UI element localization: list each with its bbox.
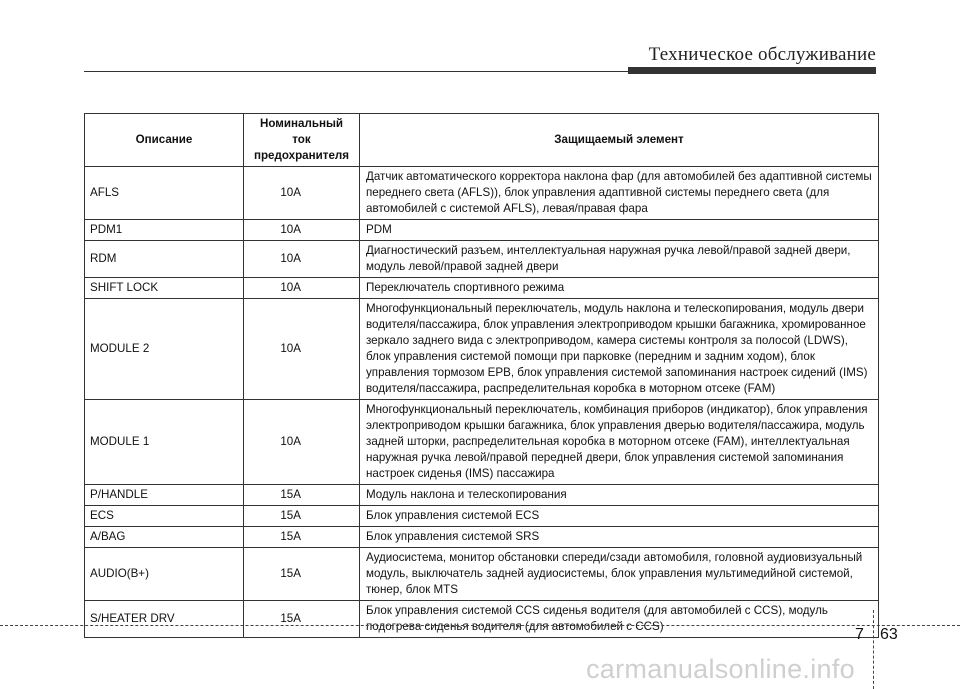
table-row xyxy=(85,167,879,220)
fuse-component: Блок управления системой CCS сиденья водителя (для автомобилей с CCS), модуль подогрева сиденья водителя (для автомобилей с CCS) xyxy=(360,601,879,638)
watermark: carmanualsonline.info xyxy=(586,654,855,684)
fuse-description: A/BAG xyxy=(85,527,244,548)
table-row xyxy=(85,485,879,506)
fuse-current: 10A xyxy=(244,167,360,220)
fuse-description: RDM xyxy=(85,241,244,278)
fuse-current: 10A xyxy=(244,400,360,485)
fuse-description: P/HANDLE xyxy=(85,485,244,506)
header-rule-thin xyxy=(84,71,629,72)
fuse-description: ECS xyxy=(85,506,244,527)
fuse-current: 15A xyxy=(244,527,360,548)
fuse-current: 15A xyxy=(244,601,360,638)
table-header-row xyxy=(85,114,879,167)
fuse-component: Переключатель спортивного режима xyxy=(360,278,879,299)
fuse-current: 15A xyxy=(244,548,360,601)
fuse-description: MODULE 2 xyxy=(85,299,244,400)
table-row xyxy=(85,278,879,299)
fuse-description: MODULE 1 xyxy=(85,400,244,485)
fuse-component: Блок управления системой SRS xyxy=(360,527,879,548)
fuse-component: PDM xyxy=(360,220,879,241)
fuse-description: PDM1 xyxy=(85,220,244,241)
table-row xyxy=(85,527,879,548)
fuse-component: Диагностический разъем, интеллектуальная наружная ручка левой/правой задней двери, модуль левой/правой задней двери xyxy=(360,241,879,278)
fuse-component: Датчик автоматического корректора наклона фар (для автомобилей без адаптивной системы переднего света (AFLS)), блок управления адаптивной системы переднего света (для автомобилей с системой AFLS), левая/правая фара xyxy=(360,167,879,220)
header-description: Описание xyxy=(85,114,244,167)
fuse-component: Многофункциональный переключатель, модуль наклона и телескопирования, модуль двери водителя/пассажира, блок управления электроприводом крышки багажника, хромированное зеркало заднего вида с электроприводом, камера системы контроля за полосой (LDWS), блок управления системой помощи при парковке (передним и задним ходом), блок управления тормозом EPB, блок управления системой запоминания настроек сидений (IMS) водителя/пассажира, распределительная коробка в моторном отсеке (FAM) xyxy=(360,299,879,400)
fuse-description: AUDIO(B+) xyxy=(85,548,244,601)
footer-dashed-rule xyxy=(0,625,960,626)
fuse-component: Многофункциональный переключатель, комбинация приборов (индикатор), блок управления электроприводом крышки багажника, блок управления дверью водителя/пассажира, модуль задней шторки, распределительная коробка в моторном отсеке (FAM), интеллектуальная наружная ручка левой/правой передней двери, блок управления системой запоминания настроек сиденья (IMS) пассажира xyxy=(360,400,879,485)
fuse-description: SHIFT LOCK xyxy=(85,278,244,299)
fuse-current: 10A xyxy=(244,220,360,241)
fuse-current: 15A xyxy=(244,506,360,527)
table-row xyxy=(85,241,879,278)
table-row xyxy=(85,601,879,638)
table-row xyxy=(85,548,879,601)
table-row xyxy=(85,506,879,527)
fuse-table xyxy=(84,113,879,638)
header-protected-component: Защищаемый элемент xyxy=(360,114,879,167)
header-rated-current xyxy=(244,114,360,167)
table-row xyxy=(85,220,879,241)
fuse-component: Аудиосистема, монитор обстановки спереди/сзади автомобиля, головной аудиовизуальный модуль, выключатель задней аудиосистемы, блок управления мультимедийной системой, тюнер, блок MTS xyxy=(360,548,879,601)
table-row xyxy=(85,400,879,485)
chapter-number: 7 xyxy=(855,626,864,643)
section-title: Техническое обслуживание xyxy=(648,44,876,65)
fuse-current: 10A xyxy=(244,241,360,278)
fuse-current: 10A xyxy=(244,299,360,400)
fuse-current: 10A xyxy=(244,278,360,299)
header-rated-current-line2: предохранителя xyxy=(253,149,350,162)
footer-vertical-dashed-rule xyxy=(873,610,874,689)
fuse-component: Модуль наклона и телескопирования xyxy=(360,485,879,506)
page-number: 63 xyxy=(880,626,898,643)
fuse-description: S/HEATER DRV xyxy=(85,601,244,638)
fuse-current: 15A xyxy=(244,485,360,506)
header-rated-current-line1: Номинальный ток xyxy=(260,117,343,146)
fuse-component: Блок управления системой ECS xyxy=(360,506,879,527)
fuse-description: AFLS xyxy=(85,167,244,220)
table-row xyxy=(85,299,879,400)
header-rule-thick xyxy=(628,67,876,74)
